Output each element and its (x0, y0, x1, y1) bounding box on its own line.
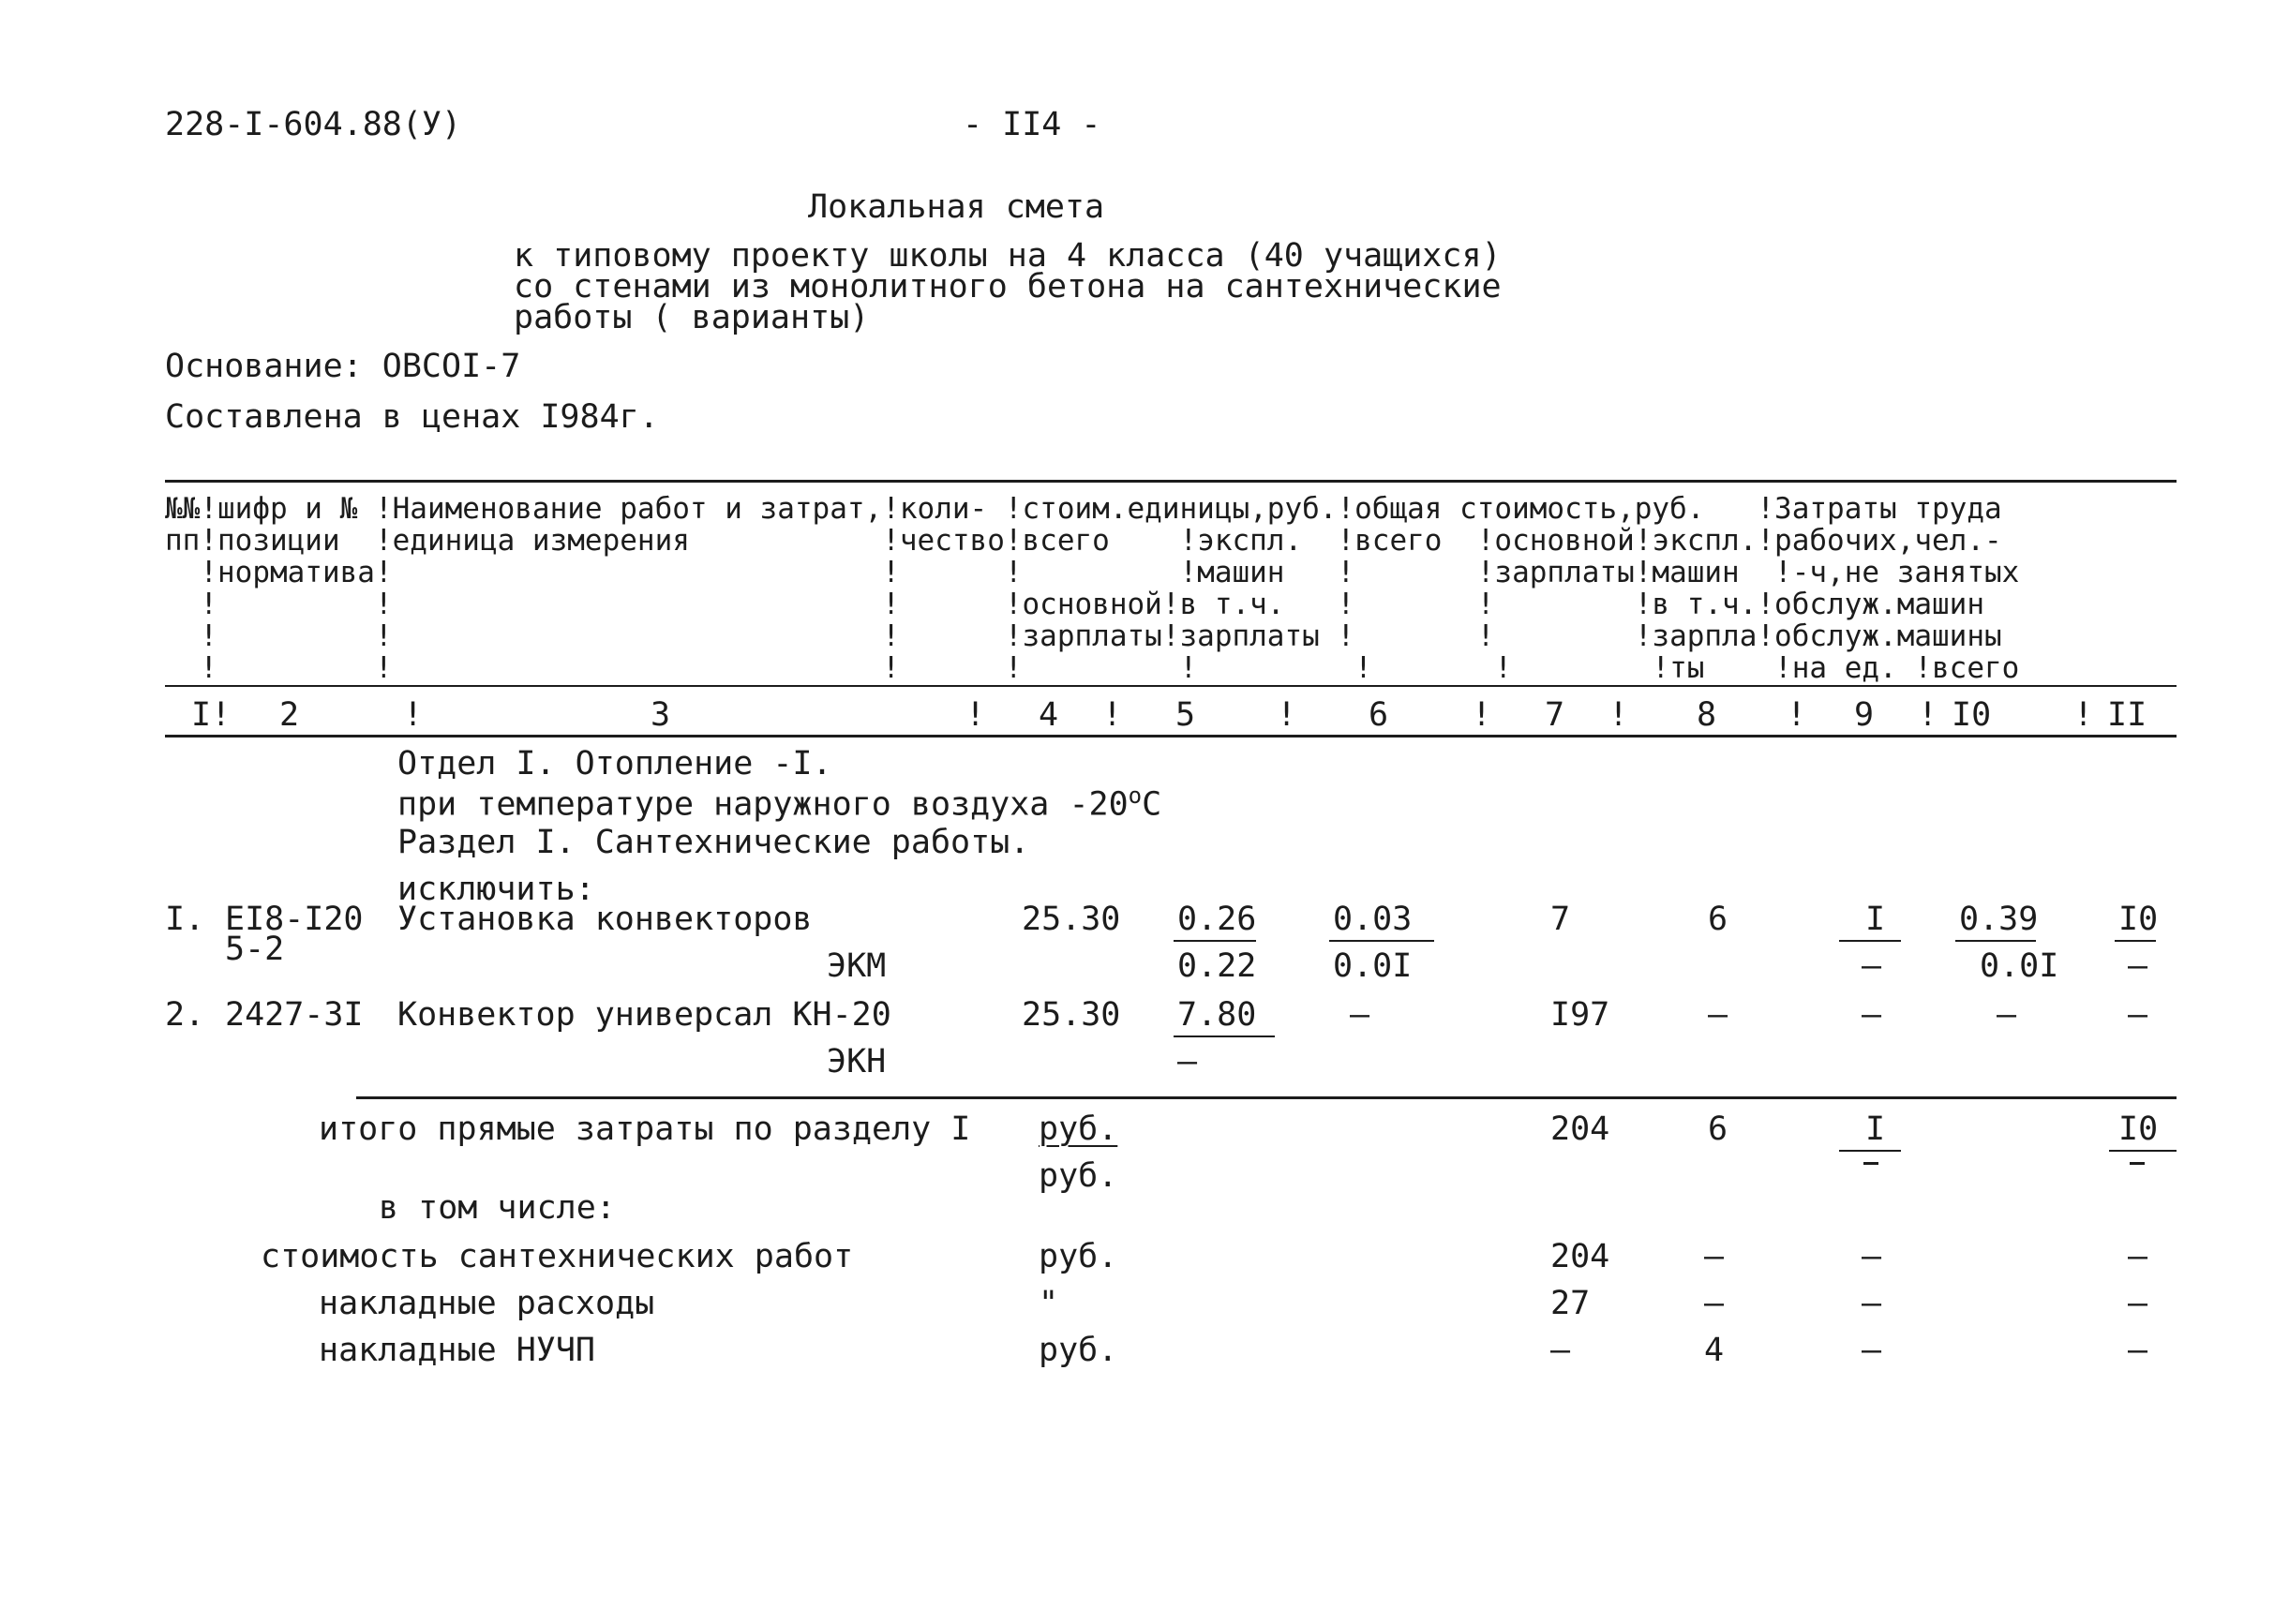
row-labor-per-unit: 0.39 (1959, 901, 2039, 938)
breakdown-machines: – (1862, 1285, 1882, 1322)
table-top-rule (165, 480, 2177, 483)
row-labor-per-unit: – (1997, 996, 2017, 1034)
col-sep: ! (1608, 696, 1629, 734)
row-wages: 6 (1708, 901, 1728, 938)
row-machine-wage: 0.0I (1333, 947, 1413, 985)
col-sep: ! (403, 696, 424, 734)
breakdown-label: стоимость сантехнических работ (261, 1238, 854, 1275)
row-machines: – (1862, 996, 1882, 1034)
row-code-2: 5-2 (225, 931, 285, 968)
fraction-line (1955, 940, 2036, 942)
col-num: II (2107, 696, 2147, 734)
department-subheading: при температуре наружного воздуха -20$^o$C (397, 782, 1162, 824)
fraction-line (2115, 940, 2156, 942)
col-sep: ! (965, 696, 986, 734)
breakdown-machines: – (1862, 1238, 1882, 1275)
breakdown-labor: – (2128, 1285, 2148, 1322)
table-header-line: пп!позиции !единица измерения !чество!всего !экспл. !всего !основной!экспл.!рабочих,чел.- (165, 524, 2002, 558)
row-machine-cost: – (1350, 996, 1370, 1034)
row-labor-machine-per-unit: 0.0I (1980, 947, 2059, 985)
row-total: 7 (1550, 901, 1571, 938)
breakdown-cost: 27 (1550, 1285, 1591, 1322)
row-machines: I (1865, 901, 1886, 938)
header-divider (165, 685, 2177, 687)
row-quantity: 25.30 (1022, 996, 1121, 1034)
table-header-line: ! ! ! ! ! ! ! !ты !на ед. !всего (165, 651, 2020, 684)
fraction-line (1174, 940, 1256, 942)
document-title: Локальная смета (808, 188, 1105, 226)
table-header (165, 493, 2177, 684)
totals-label: итого прямые затраты по разделу I (319, 1110, 971, 1148)
totals-wages: 6 (1708, 1110, 1728, 1148)
fraction-line (1839, 940, 1901, 942)
breakdown-wages: – (1704, 1238, 1725, 1275)
row-machine-cost: 0.03 (1333, 901, 1413, 938)
table-header-line: ! ! ! !основной!в т.ч. ! ! !в т.ч.!обслуж.машин (165, 588, 1985, 621)
fraction-line (1839, 1150, 1901, 1152)
row-wages: – (1708, 996, 1728, 1034)
col-sep: ! (1472, 696, 1492, 734)
dash-mark (2130, 1162, 2145, 1165)
degree-sign: o (1128, 782, 1143, 809)
row-quantity: 25.30 (1022, 901, 1121, 938)
row-unit: ЭКМ (827, 947, 887, 985)
col-num: 6 (1369, 696, 1389, 734)
col-num: 9 (1854, 696, 1875, 734)
title-line-3: со стенами из монолитного бетона на сантехнические (514, 268, 1502, 305)
col-num: 5 (1175, 696, 1196, 734)
breakdown-label: накладные расходы (319, 1285, 655, 1322)
row-labor-total: I0 (2118, 901, 2159, 938)
breakdown-machines: – (1862, 1332, 1882, 1369)
row-total: I97 (1550, 996, 1610, 1034)
column-numbers-rule (165, 735, 2177, 738)
totals-machines: I (1865, 1110, 1886, 1148)
row-labor-total: – (2128, 996, 2148, 1034)
col-num: 8 (1697, 696, 1717, 734)
including-label: в том числе: (379, 1189, 616, 1227)
fraction-line (1329, 940, 1434, 942)
fraction-line (1174, 1035, 1275, 1037)
table-header-line: ! ! ! !зарплаты!зарплаты ! ! !зарпла!обслуж.машины (165, 619, 2002, 653)
exclude-label: исключить: (397, 871, 595, 908)
page-number: - II4 - (963, 106, 1101, 143)
col-num: I! (191, 696, 232, 734)
col-sep: ! (1787, 696, 1807, 734)
col-num: 3 (651, 696, 671, 734)
breakdown-label: накладные НУЧП (319, 1332, 596, 1369)
breakdown-wages: – (1704, 1285, 1725, 1322)
row-name: Конвектор универсал КН-20 (397, 996, 891, 1034)
breakdown-cost: – (1550, 1332, 1571, 1369)
row-number: I. (165, 901, 205, 938)
basis-line: Основание: ОВСОI-7 (165, 348, 521, 385)
row-labor-machine-total: – (2128, 947, 2148, 985)
section-heading: Раздел I. Сантехнические работы. (397, 824, 1030, 861)
department-heading: Отдел I. Отопление -I. (397, 745, 832, 782)
row-code: 2427-3I (225, 996, 364, 1034)
row-unit-cost: 0.26 (1177, 901, 1257, 938)
breakdown-unit: руб. (1039, 1238, 1118, 1275)
table-header-line: №№!шифр и № !Наименование работ и затрат,!коли- !стоим.единицы,руб.!общая стоимость,руб. !Затраты труда (165, 493, 2002, 526)
breakdown-unit: " (1039, 1285, 1059, 1322)
breakdown-labor: – (2128, 1238, 2148, 1275)
totals-labor: I0 (2118, 1110, 2159, 1148)
fraction-line (2109, 1150, 2177, 1152)
row-unit-cost: 7.80 (1177, 996, 1257, 1034)
row-unit-wage: 0.22 (1177, 947, 1257, 985)
col-sep: ! (2073, 696, 2094, 734)
row-code: EI8-I20 (225, 901, 364, 938)
totals-unit-2: руб. (1039, 1157, 1118, 1195)
table-header-line: !норматива! ! ! !машин ! !зарплаты!машин !-ч,не занятых (165, 556, 2020, 589)
title-line-4: работы ( варианты) (514, 299, 870, 336)
col-num: 4 (1039, 696, 1059, 734)
price-basis-line: Составлена в ценах I984г. (165, 398, 659, 436)
dash-mark (1863, 1162, 1878, 1165)
row-name: Установка конвекторов (397, 901, 813, 938)
row-number: 2. (165, 996, 205, 1034)
col-num: 7 (1545, 696, 1565, 734)
col-num: 2 (279, 696, 300, 734)
breakdown-wages: 4 (1704, 1332, 1725, 1369)
col-sep: ! (1102, 696, 1123, 734)
col-num: I0 (1952, 696, 1992, 734)
col-sep: ! (1277, 696, 1297, 734)
totals-cost: 204 (1550, 1110, 1610, 1148)
col-sep: ! (1918, 696, 1938, 734)
breakdown-labor: – (2128, 1332, 2148, 1369)
document-code: 228-I-604.88(У) (165, 106, 462, 143)
title-line-2: к типовому проекту школы на 4 класса (40 учащихся) (514, 237, 1502, 275)
totals-unit: руб. (1039, 1110, 1118, 1148)
row-unit-wage: – (1177, 1043, 1198, 1080)
breakdown-unit: руб. (1039, 1332, 1118, 1369)
totals-rule (356, 1096, 2177, 1099)
breakdown-cost: 204 (1550, 1238, 1610, 1275)
row-unit: ЭКН (827, 1043, 887, 1080)
row-machines-wage: – (1862, 947, 1882, 985)
